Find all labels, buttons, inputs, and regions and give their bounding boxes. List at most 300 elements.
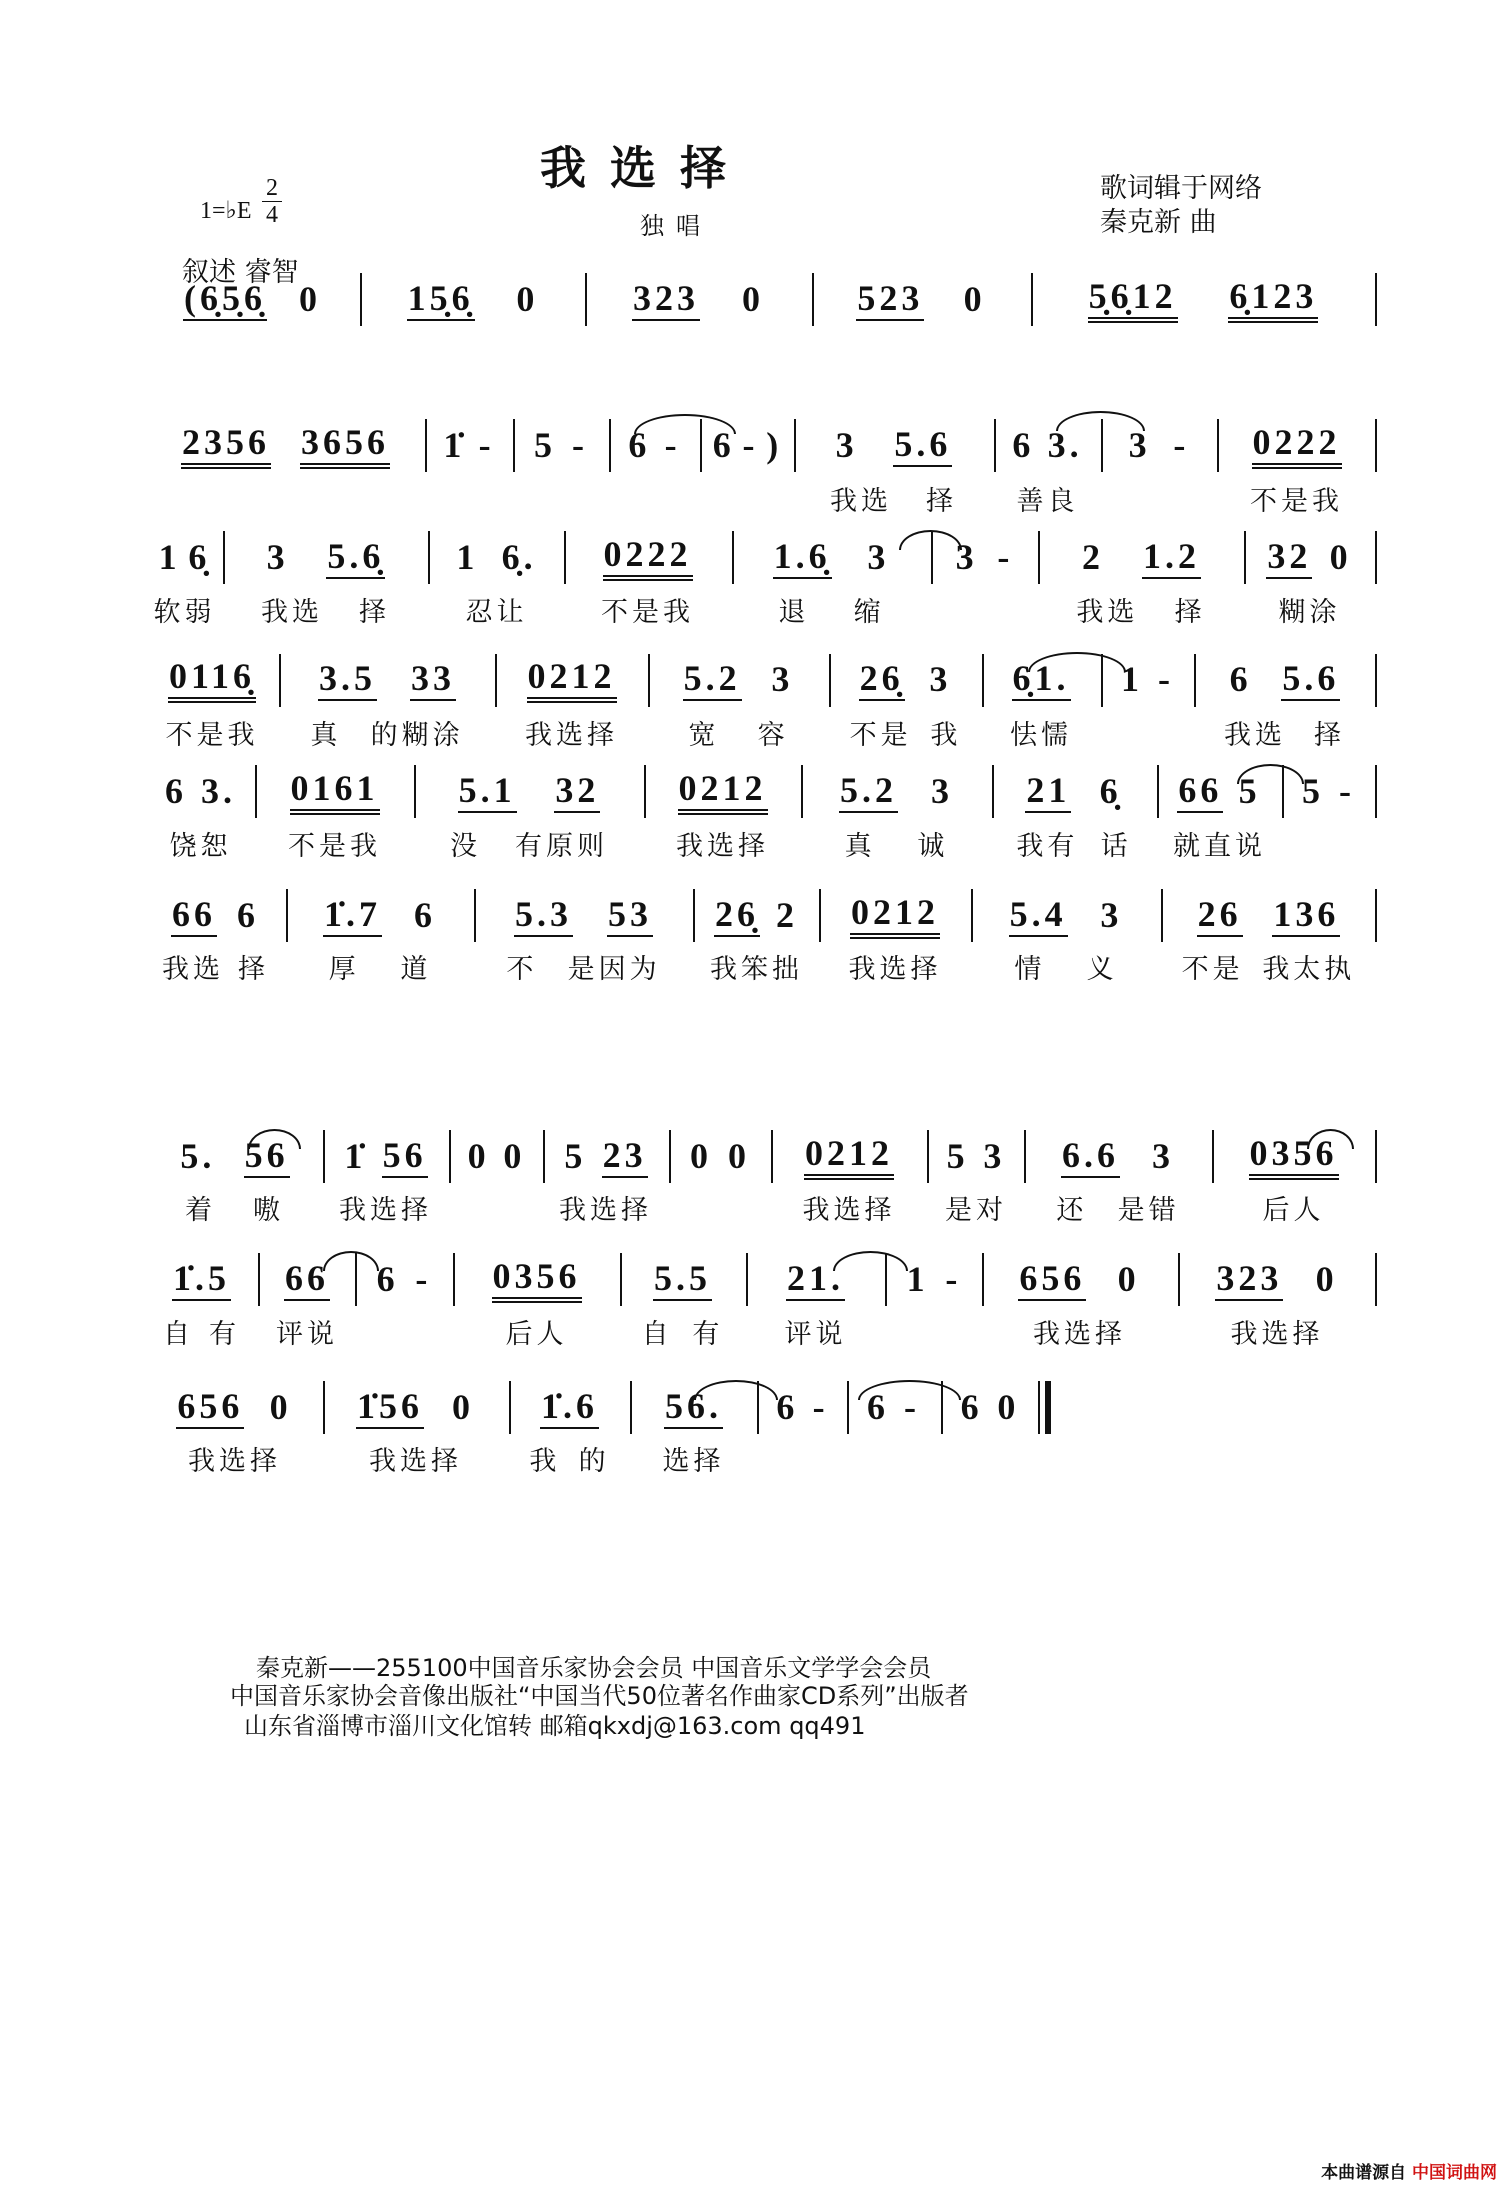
note-group: 323 [1215, 1260, 1283, 1301]
lyric-word: 诚 [917, 830, 949, 862]
note-group: 6̣ [188, 536, 211, 577]
measure [431, 422, 507, 470]
note-group: 0356 [1249, 1135, 1339, 1180]
note-group: 1̇ [344, 1135, 367, 1176]
note-group: 3.5 [318, 660, 377, 701]
measure [977, 892, 1155, 940]
note-group: 3 [955, 536, 978, 577]
note-group: 1̇56 [356, 1388, 424, 1429]
note-group: 6 [1012, 424, 1035, 465]
note-group: 5.3 [514, 896, 573, 937]
lyric [148, 826, 253, 860]
measure [818, 276, 1025, 324]
note-group: 5 [1302, 770, 1324, 811]
lyric-row [0, 1190, 1505, 1224]
lyric-word: 我选择 [802, 1194, 896, 1226]
lyric-word: 择 [1314, 719, 1345, 751]
measure [459, 1256, 614, 1304]
measure [835, 656, 976, 704]
lyric [695, 949, 818, 983]
score-row [0, 656, 1505, 704]
note-group: 1.6̣ [773, 538, 832, 579]
lyric-row [0, 1441, 1505, 1475]
note-group: 6 [376, 1258, 399, 1299]
measure [650, 768, 795, 816]
lyric [497, 715, 646, 749]
time-signature-top: 2 [266, 175, 278, 201]
lyric-word: 我 [529, 1445, 561, 1477]
note-group: 0 [728, 1135, 750, 1176]
lyric [148, 715, 276, 749]
lyric-row [0, 949, 1505, 983]
lyric [511, 1441, 628, 1475]
note-group: 0 [516, 278, 539, 319]
measure [152, 656, 272, 704]
lyric-word: 还 [1056, 1194, 1088, 1226]
note-group: - [478, 424, 495, 465]
note-group: 26 [1197, 896, 1243, 937]
measure [420, 768, 638, 816]
note-group: 6 [867, 1386, 889, 1427]
lyric-row [0, 1314, 1505, 1348]
note-group: 66 [1177, 772, 1223, 813]
note-group: 0222 [1252, 424, 1342, 469]
note-group: 1 [906, 1258, 929, 1299]
lyric-word: 选择 [662, 1445, 725, 1477]
lyric-word: 我选择 [676, 830, 769, 862]
measure [1200, 656, 1369, 704]
slur-arc [1028, 652, 1126, 672]
score-row [0, 422, 1505, 470]
measure [738, 534, 925, 582]
lyric-word: 真 [310, 719, 342, 751]
measure [152, 422, 419, 470]
lyric-word: 我选择 [339, 1194, 432, 1226]
lyric-word: 就直说 [1173, 830, 1266, 862]
note-group: - [1339, 770, 1355, 811]
lyric-word: 的糊涂 [370, 719, 464, 751]
measure [988, 1256, 1171, 1304]
lyric-word: 我选 [1076, 596, 1139, 628]
lyric-word: 厚 [328, 953, 360, 985]
note-group: 6 [628, 424, 651, 465]
note-group: 5.2 [839, 772, 898, 813]
note-group: 3 [1100, 894, 1123, 935]
note-group: 656 [176, 1388, 244, 1429]
measure [626, 1256, 739, 1304]
note-group: - [812, 1386, 829, 1427]
lyric-word: 是因为 [567, 953, 661, 985]
note-group: 0 [742, 278, 764, 319]
lyric-word: 退 [778, 596, 810, 628]
expression-mark: 叙述 睿智 [182, 257, 299, 288]
note-group: 6.6 [1061, 1137, 1120, 1178]
note-group: 5̣6̣12 [1088, 278, 1178, 323]
score-row [0, 534, 1505, 582]
note-group: 5 [534, 424, 556, 465]
lyric [260, 1314, 354, 1348]
note-group: 523 [856, 280, 924, 321]
note-group: 1.2 [1142, 538, 1201, 579]
lyric-word: 宽 [688, 719, 720, 751]
lyric-word: 软弱 [153, 596, 216, 628]
lyric-word: 我有 [1016, 830, 1079, 862]
lyricist-credit: 歌词辑于网络 [1100, 173, 1262, 204]
measure [229, 534, 422, 582]
note-group: 2 [1082, 536, 1104, 577]
note-group: 3 [929, 658, 952, 699]
footer-line-1: 秦克新——255100中国音乐家协会会员 中国音乐文学学会会员 [256, 1654, 932, 1682]
lyric [929, 1190, 1023, 1224]
lyric [994, 826, 1154, 860]
note-group: 66 [284, 1260, 330, 1301]
note-group: 5.5 [653, 1260, 712, 1301]
lyric [225, 592, 426, 626]
lyric-word: 我选择 [848, 953, 942, 985]
song-title: 我选择 [540, 141, 750, 195]
note-group: 0 [690, 1135, 712, 1176]
lyric-word: 评说 [784, 1318, 847, 1350]
note-group: 323 [632, 280, 700, 321]
note-group: 21 [1025, 772, 1071, 813]
note-group: 3. [201, 770, 236, 811]
source-site-link[interactable]: 中国词曲网 [1412, 2163, 1497, 2183]
measure [366, 276, 580, 324]
note-group: 6̣1. [1012, 660, 1071, 701]
lyric-row [0, 826, 1505, 860]
measure [292, 892, 468, 940]
note-group: 3 [835, 424, 858, 465]
lyric [1219, 481, 1374, 515]
note-group: 6 [165, 770, 187, 811]
slur-arc [694, 1380, 778, 1400]
lyric-word: 我选择 [369, 1445, 462, 1477]
note-group: 33 [410, 660, 456, 701]
lyric [148, 592, 221, 626]
note-group: 3 [1152, 1135, 1174, 1176]
lyric-word: 我太执 [1262, 953, 1356, 985]
note-group: 6̣. [501, 536, 537, 577]
measure [152, 1384, 317, 1432]
note-group: - [664, 424, 681, 465]
lyric-word: 后人 [1262, 1194, 1325, 1226]
note-group: - [945, 1258, 962, 1299]
lyric-word: 的 [578, 1445, 610, 1477]
note-group: 3 [867, 536, 890, 577]
note-group: 3 [1128, 424, 1151, 465]
measure [1250, 534, 1369, 582]
note-group: 0 [269, 1386, 292, 1427]
lyric-word: 后人 [505, 1318, 568, 1350]
measure [152, 1256, 251, 1304]
note-group: - [415, 1258, 432, 1299]
lyric-row [0, 0, 1505, 34]
note-group: 0222 [603, 536, 693, 581]
lyric-word: 我选 [162, 953, 224, 985]
note-group: 0 [503, 1135, 526, 1176]
lyric-word: 不是 [849, 719, 912, 751]
note-group: 6 [237, 894, 259, 935]
lyric-row [0, 715, 1505, 749]
measure [152, 892, 279, 940]
note-group: - [1173, 424, 1190, 465]
lyric-word: 着 [185, 1194, 216, 1226]
lyric [545, 1190, 666, 1224]
measure [763, 1384, 842, 1432]
note-group: 3 [983, 1135, 1006, 1176]
note-group: 656 [1018, 1260, 1086, 1301]
note-group: 1 [158, 536, 181, 577]
note-group: 1 [456, 536, 479, 577]
note-group: 5.6 [893, 426, 952, 467]
note-group: 0 [1117, 1258, 1140, 1299]
note-group: 6̣ [1099, 770, 1122, 811]
note-group: 66 [171, 896, 217, 937]
measure [515, 1384, 624, 1432]
note-group: 56 [244, 1137, 290, 1178]
slur-arc [1237, 764, 1304, 784]
note-group: 21. [786, 1260, 845, 1301]
note-group: 26̣ [859, 660, 905, 701]
lyric [973, 949, 1159, 983]
measure [1044, 534, 1238, 582]
note-group: 5 [1238, 770, 1261, 811]
note-group: 3 [266, 536, 289, 577]
measure [455, 1133, 538, 1181]
lyric-word: 评说 [276, 1318, 338, 1350]
lyric [430, 592, 563, 626]
note-group: 0116̣ [168, 658, 256, 703]
measure [329, 1133, 442, 1181]
slur-arc [833, 1251, 908, 1271]
measure [152, 534, 217, 582]
slur-arc [1056, 411, 1145, 431]
lyric [566, 592, 729, 626]
note-group: - [1158, 658, 1174, 699]
note-group: - [572, 424, 588, 465]
lyric-word: 我笨拙 [710, 953, 803, 985]
lyric [1040, 592, 1242, 626]
note-group: 6 [1229, 658, 1252, 699]
lyric-word: 糊涂 [1278, 596, 1341, 628]
note-group: 2 [776, 894, 798, 935]
lyric-word: 我选 [261, 596, 323, 628]
lyric [821, 949, 969, 983]
lyric-word: 不是我 [601, 596, 694, 628]
lyric-word: 我选 [1224, 719, 1286, 751]
note-group: 1̇.6 [540, 1388, 599, 1429]
note-group: 136 [1272, 896, 1340, 937]
lyric-word: 我 [930, 719, 962, 751]
composer-credit: 秦克新 曲 [1100, 207, 1217, 238]
score-row [0, 276, 1505, 324]
note-group: 1̇.5 [172, 1260, 231, 1301]
lyric-word: 择 [926, 485, 957, 517]
measure [434, 534, 559, 582]
note-group: 5.6̣ [326, 538, 385, 579]
lyric-word: 自 [163, 1318, 194, 1350]
note-group: 15̣6̣ [407, 280, 475, 321]
lyric-row [0, 592, 1505, 626]
measure [570, 534, 725, 582]
lyric [148, 1441, 321, 1475]
lyric-word: 没 [450, 830, 481, 862]
note-group: - [904, 1386, 920, 1427]
time-signature-bottom: 4 [266, 202, 278, 228]
note-group: 6 [414, 894, 436, 935]
lyric [650, 715, 827, 749]
measure [933, 1133, 1019, 1181]
note-group: 5. [180, 1135, 216, 1176]
note-group: (6̣5̣6̣ [183, 280, 267, 321]
measure [480, 892, 687, 940]
note-group: ) [766, 424, 783, 465]
note-group: 0 [452, 1386, 474, 1427]
time-signature [262, 176, 282, 227]
measure [1030, 1133, 1206, 1181]
note-group: 1̇.7 [323, 896, 382, 937]
measure [1223, 422, 1370, 470]
note-group: - [742, 424, 759, 465]
footer-line-3: 山东省淄博市淄川文化馆转 邮箱qkxdj@163.com qq491 [244, 1712, 866, 1740]
slur-arc [858, 1380, 961, 1400]
lyric [257, 826, 412, 860]
measure [699, 892, 814, 940]
lyric-word: 道 [400, 953, 432, 985]
measure [947, 1384, 1033, 1432]
lyric-word: 不是我 [1250, 485, 1343, 517]
note-group: 56. [664, 1388, 723, 1429]
measure [261, 768, 408, 816]
note-group: 0 [299, 278, 321, 319]
slur-arc [634, 414, 736, 434]
note-group: 3 [771, 658, 794, 699]
lyric-word: 是对 [945, 1194, 1007, 1226]
lyric-word: 缩 [853, 596, 885, 628]
lyric [476, 949, 691, 983]
note-group: 3. [1047, 424, 1083, 465]
note-group: 0 [1329, 536, 1352, 577]
lyric-word: 是错 [1117, 1194, 1180, 1226]
lyric-word: 我选择 [1230, 1318, 1324, 1350]
lyric-word: 忍让 [465, 596, 528, 628]
note-group: 6 [712, 424, 735, 465]
lyric-word: 我选 [830, 485, 892, 517]
key-signature: 1=♭E [200, 198, 252, 224]
lyric [455, 1314, 618, 1348]
lyric-word: 我选择 [559, 1194, 652, 1226]
note-group: 32 [1266, 538, 1312, 579]
lyric-word: 我选择 [525, 719, 618, 751]
score-row [0, 892, 1505, 940]
lyric [984, 715, 1098, 749]
lyric [325, 1441, 506, 1475]
measure [519, 422, 603, 470]
performance-type: 独唱 [640, 212, 712, 240]
measure [1184, 1256, 1370, 1304]
lyric-word: 不是我 [288, 830, 381, 862]
measure [549, 1133, 662, 1181]
measure [329, 1384, 502, 1432]
measure [591, 276, 806, 324]
lyric [1163, 949, 1374, 983]
measure [1037, 276, 1369, 324]
note-group: 6 [960, 1386, 983, 1427]
source-credit [1321, 2158, 1497, 2183]
measure [825, 892, 965, 940]
measure [285, 656, 489, 704]
note-group: 6̣123 [1228, 278, 1318, 323]
lyric-row [0, 481, 1505, 515]
lyric [622, 1314, 743, 1348]
lyric-word: 有原则 [515, 830, 608, 862]
measure [152, 768, 249, 816]
note-group: 1 [1121, 658, 1143, 699]
note-group: 32 [554, 772, 600, 813]
measure [675, 1133, 765, 1181]
note-group: 5 [946, 1135, 969, 1176]
note-group: 5 [564, 1135, 587, 1176]
lyric [796, 481, 991, 515]
slur-arc [248, 1129, 301, 1149]
lyric-word: 有 [209, 1318, 240, 1350]
score-row [0, 1133, 1505, 1181]
measure [998, 768, 1150, 816]
lyric [148, 1190, 321, 1224]
slur-arc [899, 530, 962, 550]
lyric [831, 715, 980, 749]
note-group: 0356 [492, 1258, 582, 1303]
slur-arc [323, 1251, 379, 1271]
lyric-word: 真 [844, 830, 876, 862]
lyric [803, 826, 990, 860]
measure [807, 768, 986, 816]
lyric-word: 有 [692, 1318, 724, 1350]
note-group: 56 [382, 1137, 428, 1178]
lyric-word: 自 [641, 1318, 673, 1350]
note-group: 0 [997, 1386, 1020, 1427]
note-group: 5.2 [683, 660, 742, 701]
note-group: - [997, 536, 1014, 577]
lyric [734, 592, 929, 626]
measure [501, 656, 642, 704]
lyric [632, 1441, 755, 1475]
lyric [1246, 592, 1373, 626]
measure [777, 1133, 921, 1181]
measure [152, 276, 353, 324]
note-group: 0 [1315, 1258, 1338, 1299]
lyric-word: 义 [1086, 953, 1118, 985]
footer-line-2: 中国音乐家协会音像出版社“中国当代50位著名作曲家CD系列”出版者 [230, 1682, 969, 1710]
note-group: 3 [931, 770, 953, 811]
measure [654, 656, 823, 704]
lyric [1214, 1190, 1373, 1224]
lyric [148, 949, 283, 983]
slur-arc [1307, 1129, 1354, 1149]
source-prefix: 本曲谱源自 [1321, 2163, 1407, 2183]
lyric [1180, 1314, 1374, 1348]
lyric [984, 1314, 1175, 1348]
note-group: 0 [963, 278, 986, 319]
lyric-word: 情 [1014, 953, 1046, 985]
lyric-word: 我选择 [188, 1445, 281, 1477]
lyric-word: 择 [1174, 596, 1206, 628]
note-group: 0161 [290, 770, 380, 815]
lyric-word: 饶恕 [169, 830, 232, 862]
lyric [748, 1314, 883, 1348]
lyric-word: 择 [238, 953, 269, 985]
note-group: 0212 [850, 894, 940, 939]
